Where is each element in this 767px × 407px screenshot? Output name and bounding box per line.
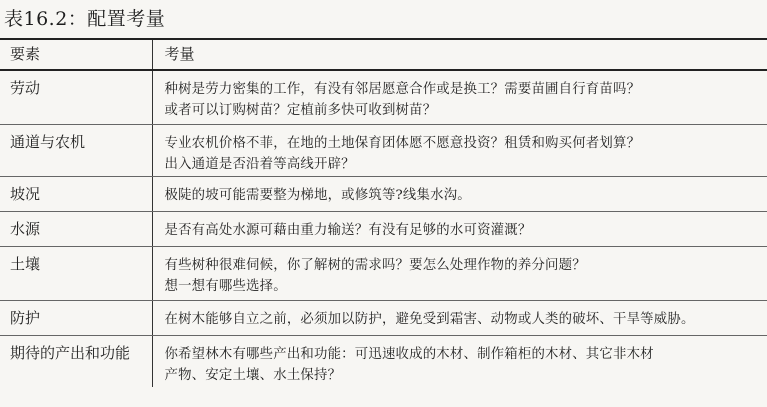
consideration-line: 或者可以订购树苗？定植前多快可收到树苗？ [164,103,437,118]
factor-cell: 坡况 [0,176,152,211]
factor-cell: 通道与农机 [0,124,152,176]
table-title: 表16.2：配置考量 [4,8,166,30]
consideration-cell [152,335,767,387]
consideration-cell [152,176,767,211]
table-row [0,70,767,124]
considerations-table [0,38,767,387]
consideration-line: 专业农机价格不菲，在地的土地保育团体愿不愿意投资？租赁和购买何者划算？ [164,135,641,151]
header-factor: 要素 [0,39,152,70]
factor-cell: 防护 [0,300,152,335]
table-row [0,335,767,387]
consideration-line: 出入通道是否沿着等高线开辟？ [164,156,355,172]
consideration-line: 产物、安定土壤、水土保持？ [164,367,342,383]
consideration-line: 极陡的坡可能需要整为梯地，或修筑等?线集水沟。 [164,187,471,203]
consideration-cell [152,246,767,300]
consideration-line: 你希望林木有哪些产出和功能：可迅速收成的木材、制作箱柜的木材、其它非木材 [164,346,654,362]
consideration-cell [152,211,767,246]
consideration-cell [152,70,767,124]
consideration-line: 想一想有哪些选择。 [164,278,287,294]
table-row [0,246,767,300]
consideration-line: 种树是劳力密集的工作，有没有邻居愿意合作或是换工？需要苗圃自行育苗吗？ [164,82,641,97]
factor-cell: 劳动 [0,70,152,124]
consideration-line: 是否有高处水源可藉由重力输送？有没有足够的水可资灌溉？ [164,222,532,238]
table-header-row [0,39,767,70]
table-row [0,176,767,211]
consideration-cell [152,300,767,335]
table-row [0,124,767,176]
consideration-line: 在树木能够自立之前，必须加以防护，避免受到霜害、动物或人类的破坏、干旱等威胁。 [164,311,695,327]
header-consideration: 考量 [152,39,767,70]
factor-cell: 土壤 [0,246,152,300]
factor-cell: 水源 [0,211,152,246]
factor-cell: 期待的产出和功能 [10,343,131,362]
consideration-cell [152,124,767,176]
table-row [0,211,767,246]
table-row [0,300,767,335]
consideration-line: 有些树种很难伺候，你了解树的需求吗？要怎么处理作物的养分问题？ [164,257,586,273]
